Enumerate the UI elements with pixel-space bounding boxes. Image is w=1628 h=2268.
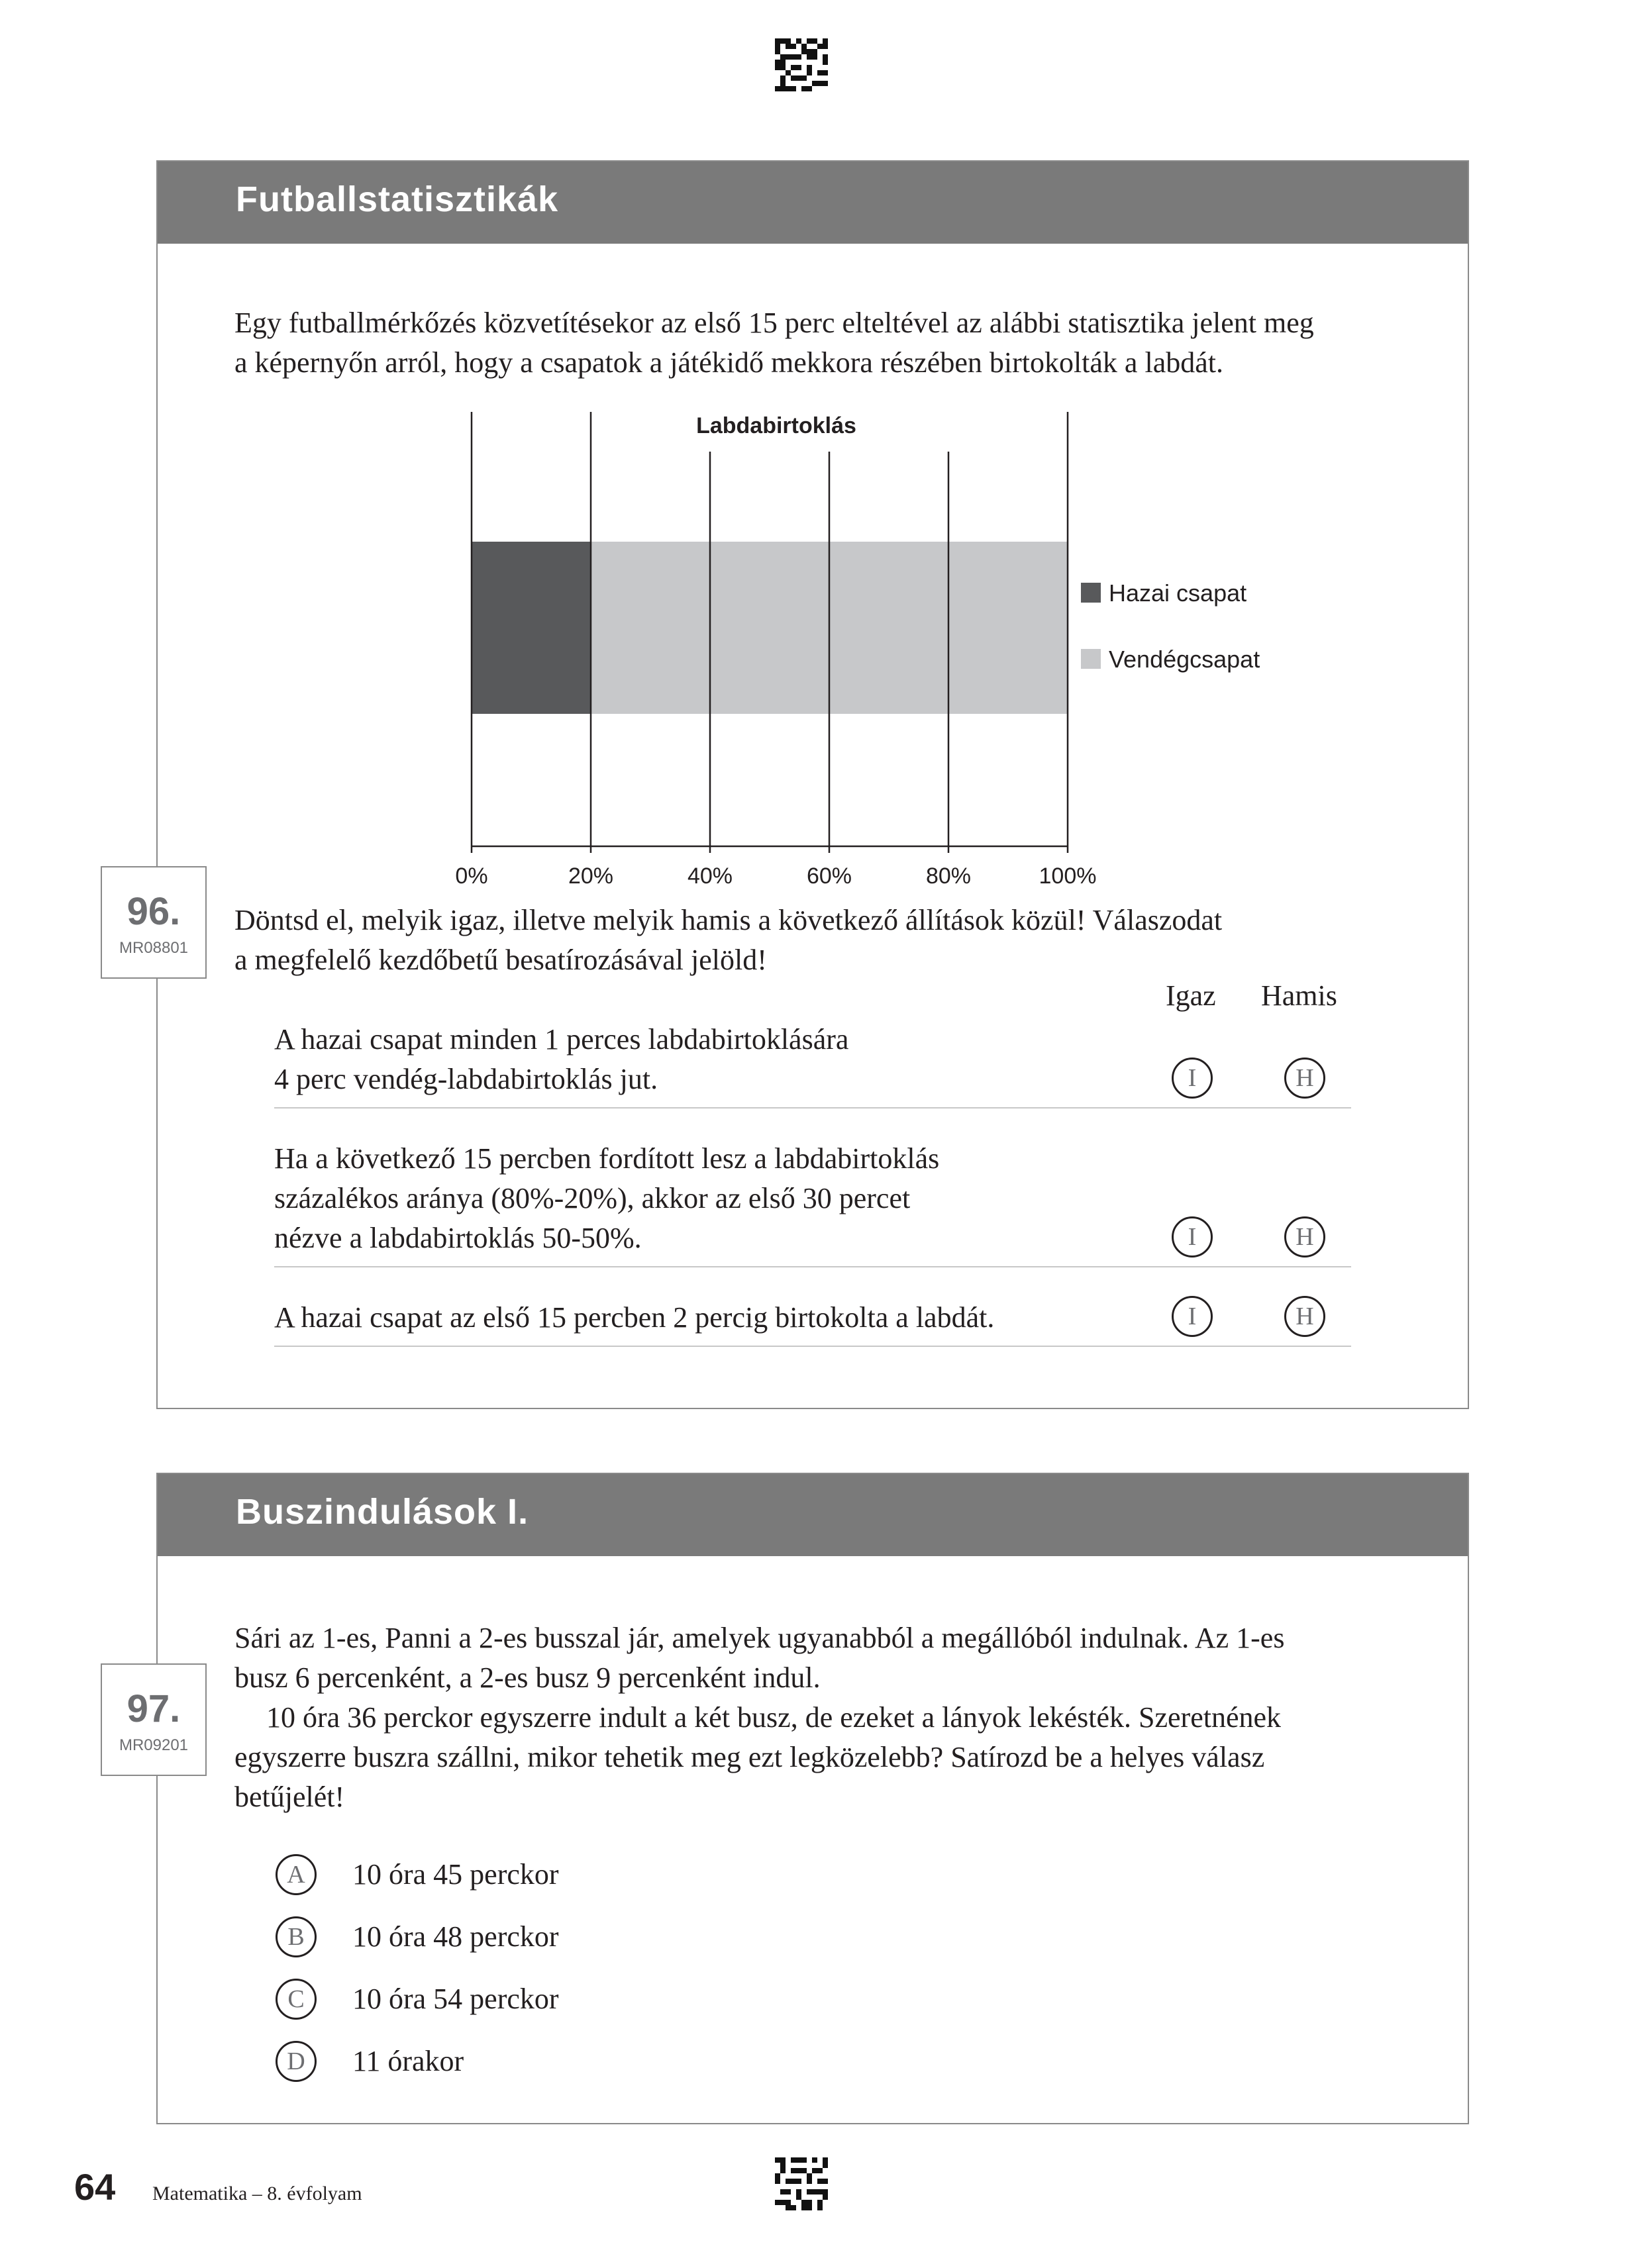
possession-chart-svg: [424, 404, 1272, 894]
option-b-text: 10 óra 48 perckor: [352, 1920, 559, 1953]
task-96-title: Futballstatisztikák: [236, 179, 559, 219]
statement-3-false-bubble[interactable]: H: [1284, 1296, 1325, 1337]
qr-code-bottom: [775, 2157, 828, 2210]
statement-3-line: A hazai csapat az első 15 percben 2 percig birtokolta a labdát.: [274, 1301, 995, 1334]
task-97-text: [234, 1618, 1453, 1817]
task-97-line: 10 óra 36 perckor egyszerre indult a két busz, de ezeket a lányok lekésték. Szeretnének: [266, 1701, 1282, 1734]
option-c-bubble[interactable]: C: [276, 1979, 317, 2020]
column-header-false: Hamis: [1261, 979, 1337, 1012]
x-tick-label: 100%: [1039, 863, 1097, 889]
statement-2-line: százalékos aránya (80%-20%), akkor az első 30 percet: [274, 1182, 911, 1214]
task-97-number-box: [101, 1663, 207, 1776]
statement-1: [274, 1020, 1135, 1099]
legend-label: Vendégcsapat: [1109, 646, 1260, 673]
page-number: 64: [74, 2166, 116, 2208]
bar-home: [472, 542, 591, 714]
statement-3: [274, 1298, 1162, 1338]
task-96-intro-line: a képernyőn arról, hogy a csapatok a játékidő mekkora részében birtokolták a labdát.: [234, 346, 1223, 379]
option-d-bubble[interactable]: D: [276, 2041, 317, 2082]
statement-2-line: nézve a labdabirtoklás 50-50%.: [274, 1222, 642, 1254]
chart-title: Labdabirtoklás: [696, 413, 856, 438]
task-97-code: MR09201: [119, 1736, 189, 1754]
option-a-bubble[interactable]: A: [276, 1854, 317, 1895]
option-d-text: 11 órakor: [352, 2045, 464, 2077]
task-97-line: Sári az 1-es, Panni a 2-es busszal jár, amelyek ugyanabból a megállóból indulnak. Az 1-es: [234, 1622, 1285, 1654]
task-97-number: 97.: [127, 1687, 181, 1730]
legend-label: Hazai csapat: [1109, 579, 1247, 607]
task-97-title: Buszindulások I.: [236, 1492, 529, 1532]
legend-swatch: [1081, 583, 1101, 603]
task-97-line: busz 6 percenként, a 2-es busz 9 percenként indul.: [234, 1661, 821, 1694]
option-b-bubble[interactable]: B: [276, 1916, 317, 1957]
statement-divider: [274, 1107, 1351, 1109]
task-97-line: betűjelét!: [234, 1781, 345, 1813]
statement-2: [274, 1139, 1135, 1258]
task-96-header: [158, 162, 1468, 244]
statement-2-true-bubble[interactable]: I: [1172, 1216, 1213, 1257]
task-96-intro: [234, 303, 1453, 383]
x-tick-label: 80%: [925, 863, 972, 889]
statement-divider: [274, 1346, 1351, 1347]
task-96-number: 96.: [127, 890, 181, 933]
statement-2-false-bubble[interactable]: H: [1284, 1216, 1325, 1257]
statement-1-true-bubble[interactable]: I: [1172, 1058, 1213, 1099]
option-a-text: 10 óra 45 perckor: [352, 1858, 559, 1891]
legend-swatch: [1081, 649, 1101, 669]
statement-1-line: 4 perc vendég-labdabirtoklás jut.: [274, 1063, 658, 1095]
column-header-true: Igaz: [1166, 979, 1216, 1012]
task-96-number-box: [101, 866, 207, 979]
task-96-question: [234, 901, 1453, 980]
statement-1-false-bubble[interactable]: H: [1284, 1058, 1325, 1099]
statement-divider: [274, 1266, 1351, 1267]
qr-code-top: [775, 38, 828, 91]
task-97-line: egyszerre buszra szállni, mikor tehetik meg ezt legközelebb? Satírozd be a helyes válasz: [234, 1741, 1265, 1773]
statement-1-line: A hazai csapat minden 1 perces labdabirtoklására: [274, 1023, 849, 1056]
x-tick-label: 40%: [687, 863, 733, 889]
task-96-question-line: a megfelelő kezdőbetű besatírozásával jelöld!: [234, 944, 767, 976]
statement-3-true-bubble[interactable]: I: [1172, 1296, 1213, 1337]
possession-chart: [424, 404, 1272, 894]
x-tick-label: 0%: [455, 863, 488, 889]
x-tick-label: 20%: [568, 863, 614, 889]
task-96-intro-line: Egy futballmérkőzés közvetítésekor az első 15 perc elteltével az alábbi statisztika jelent meg: [234, 307, 1314, 339]
x-tick-label: 60%: [806, 863, 852, 889]
task-96-question-line: Döntsd el, melyik igaz, illetve melyik hamis a következő állítások közül! Válaszodat: [234, 904, 1223, 936]
task-96-code: MR08801: [119, 939, 189, 957]
task-97-header: [158, 1474, 1468, 1556]
footer-subject: Matematika – 8. évfolyam: [152, 2183, 362, 2204]
statement-2-line: Ha a következő 15 percben fordított lesz a labdabirtoklás: [274, 1142, 940, 1175]
option-c-text: 10 óra 54 perckor: [352, 1983, 559, 2015]
